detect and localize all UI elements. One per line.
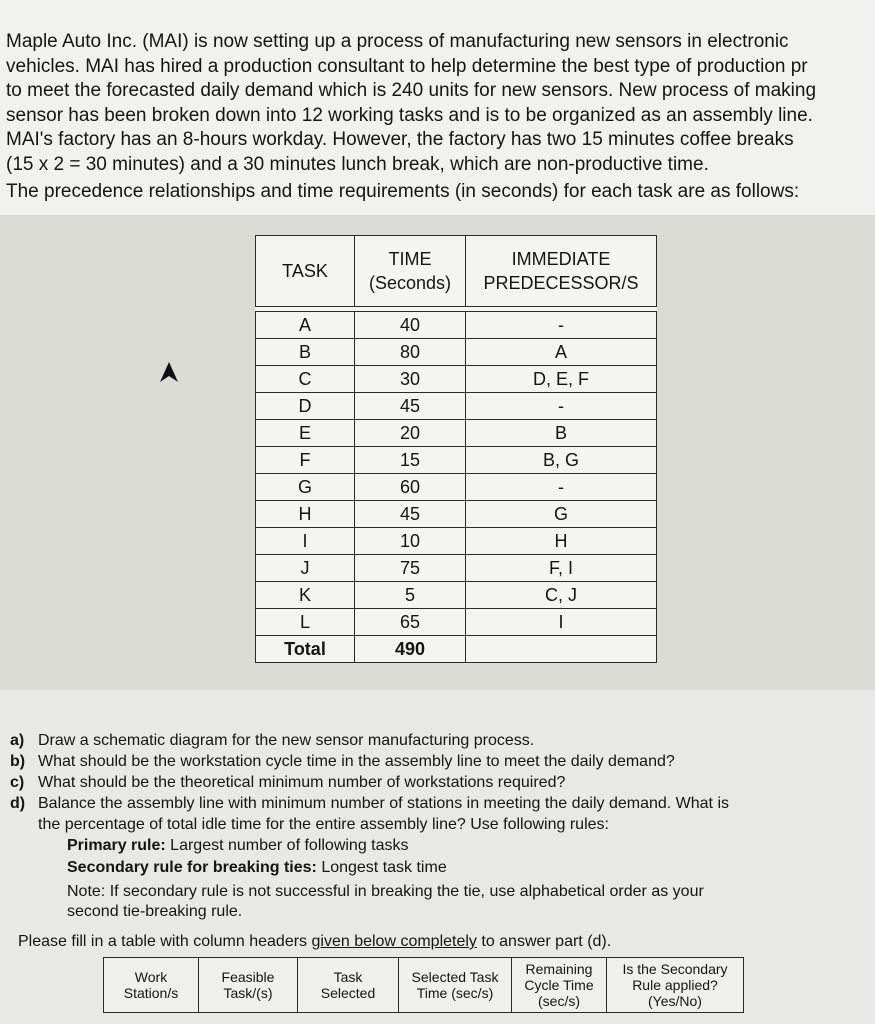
task-cell: I <box>256 528 355 555</box>
time-cell: 65 <box>355 609 466 636</box>
note-line-1: Note: If secondary rule is not successful in breaking the tie, use alphabetical order as your <box>67 883 704 900</box>
table-row <box>256 474 657 501</box>
question-a-text: Draw a schematic diagram for the new sensor manufacturing process. <box>38 732 535 749</box>
task-cell: C <box>256 366 355 393</box>
secondary-rule-label: Secondary rule for breaking ties: <box>67 859 317 876</box>
header-pred-line2: PREDECESSOR/S <box>483 273 639 293</box>
problem-statement <box>0 0 875 215</box>
total-value: 490 <box>355 636 466 663</box>
pred-cell: - <box>466 312 657 339</box>
pred-cell: B <box>466 420 657 447</box>
answer-table-header <box>103 957 744 1013</box>
intro-line-3: to meet the forecasted daily demand which is 240 units for new sensors. New process of making <box>6 80 817 102</box>
intro-line-5: MAI's factory has an 8-hours workday. However, the factory has two 15 minutes coffee breaks <box>6 129 794 151</box>
col-selected-task-time-l1: Selected Task <box>411 969 499 985</box>
question-b-text: What should be the workstation cycle time in the assembly line to meet the daily demand? <box>38 753 675 770</box>
question-d-text-2: the percentage of total idle time for the entire assembly line? Use following rules: <box>38 816 609 833</box>
col-secondary-l2: Rule applied? <box>632 977 718 993</box>
question-d <box>10 793 729 814</box>
time-cell: 40 <box>355 312 466 339</box>
col-task-selected <box>298 958 399 1013</box>
col-selected-task-time-l2: Time (sec/s) <box>416 985 494 1001</box>
pred-cell: G <box>466 501 657 528</box>
table-header-row <box>256 236 657 307</box>
task-cell: E <box>256 420 355 447</box>
pred-cell: D, E, F <box>466 366 657 393</box>
time-cell: 10 <box>355 528 466 555</box>
header-task: TASK <box>256 236 355 307</box>
question-d-text-1: Balance the assembly line with minimum number of stations in meeting the daily demand. What is <box>38 795 729 812</box>
col-selected-task-time <box>399 958 512 1013</box>
header-time <box>355 236 466 307</box>
fill-instruction-underlined: given below completely <box>311 933 477 950</box>
col-remaining-l3: (sec/s) <box>538 993 580 1009</box>
question-b <box>10 751 675 772</box>
primary-rule-label: Primary rule: <box>67 837 166 854</box>
col-task-selected-l1: Task <box>333 969 363 985</box>
table-row <box>256 555 657 582</box>
time-cell: 60 <box>355 474 466 501</box>
col-work-stations-l1: Work <box>134 969 168 985</box>
pred-cell: F, I <box>466 555 657 582</box>
pred-cell: A <box>466 339 657 366</box>
task-cell: H <box>256 501 355 528</box>
pred-cell: B, G <box>466 447 657 474</box>
intro-line-2: vehicles. MAI has hired a production consultant to help determine the best type of production pr <box>6 55 808 77</box>
col-secondary-l3: (Yes/No) <box>648 993 702 1009</box>
col-feasible-tasks <box>199 958 298 1013</box>
table-row <box>256 420 657 447</box>
header-pred-line1: IMMEDIATE <box>511 249 611 269</box>
question-a-label: a) <box>10 732 25 749</box>
col-secondary-rule-applied <box>607 958 744 1013</box>
table-row <box>256 582 657 609</box>
fill-instruction-prefix: Please fill in a table with column headers <box>18 933 312 950</box>
task-cell: L <box>256 609 355 636</box>
time-cell: 45 <box>355 393 466 420</box>
pred-cell: H <box>466 528 657 555</box>
col-remaining-l1: Remaining <box>525 961 593 977</box>
col-work-stations-l2: Station/s <box>123 985 179 1001</box>
question-a <box>10 730 534 751</box>
table-row <box>256 528 657 555</box>
pred-cell: - <box>466 393 657 420</box>
task-cell: F <box>256 447 355 474</box>
question-c-label: c) <box>10 774 25 791</box>
intro-line-1: Maple Auto Inc. (MAI) is now setting up a process of manufacturing new sensors in electronic <box>6 31 789 52</box>
total-empty-cell <box>466 636 657 663</box>
answer-header-row <box>104 958 744 1013</box>
task-cell: A <box>256 312 355 339</box>
col-feasible-tasks-l2: Task/(s) <box>223 985 273 1001</box>
col-feasible-tasks-l1: Feasible <box>221 969 275 985</box>
table-row <box>256 339 657 366</box>
precedence-intro: The precedence relationships and time requirements (in seconds) for each task are as follows: <box>6 180 800 202</box>
intro-line-4: sensor has been broken down into 12 working tasks and is to be organized as an assembly line. <box>6 104 813 126</box>
primary-rule <box>67 837 409 855</box>
question-b-label: b) <box>10 753 26 770</box>
fill-instruction <box>18 933 611 951</box>
secondary-rule-text: Longest task time <box>321 859 447 876</box>
time-cell: 80 <box>355 339 466 366</box>
table-row <box>256 366 657 393</box>
pred-cell: I <box>466 609 657 636</box>
time-cell: 20 <box>355 420 466 447</box>
header-time-line2: (Seconds) <box>368 273 452 293</box>
total-label: Total <box>256 636 355 663</box>
col-work-stations <box>104 958 199 1013</box>
primary-rule-text: Largest number of following tasks <box>170 837 409 854</box>
table-row <box>256 501 657 528</box>
question-c <box>10 772 565 793</box>
pred-cell: - <box>466 474 657 501</box>
task-precedence-table <box>255 235 657 663</box>
col-remaining-cycle-time <box>512 958 607 1013</box>
questions-section <box>0 690 875 1024</box>
col-task-selected-l2: Selected <box>320 985 376 1001</box>
time-cell: 30 <box>355 366 466 393</box>
table-row <box>256 393 657 420</box>
col-remaining-l2: Cycle Time <box>524 977 594 993</box>
total-row <box>256 636 657 663</box>
time-cell: 5 <box>355 582 466 609</box>
table-row <box>256 312 657 339</box>
header-time-line1: TIME <box>388 249 432 269</box>
pred-cell: C, J <box>466 582 657 609</box>
table-row <box>256 609 657 636</box>
task-cell: D <box>256 393 355 420</box>
fill-instruction-suffix: to answer part (d). <box>476 933 612 950</box>
note-line-2: second tie-breaking rule. <box>67 903 243 920</box>
secondary-rule <box>67 859 447 877</box>
col-secondary-l1: Is the Secondary <box>622 961 728 977</box>
time-cell: 75 <box>355 555 466 582</box>
table-row <box>256 447 657 474</box>
time-cell: 15 <box>355 447 466 474</box>
header-predecessors <box>466 236 657 307</box>
task-cell: B <box>256 339 355 366</box>
task-cell: G <box>256 474 355 501</box>
intro-line-6: (15 x 2 = 30 minutes) and a 30 minutes lunch break, which are non-productive time. <box>6 153 709 175</box>
task-cell: K <box>256 582 355 609</box>
question-d-label: d) <box>10 795 26 812</box>
task-cell: J <box>256 555 355 582</box>
mouse-cursor-icon <box>160 362 178 384</box>
question-c-text: What should be the theoretical minimum number of workstations required? <box>38 774 566 791</box>
time-cell: 45 <box>355 501 466 528</box>
